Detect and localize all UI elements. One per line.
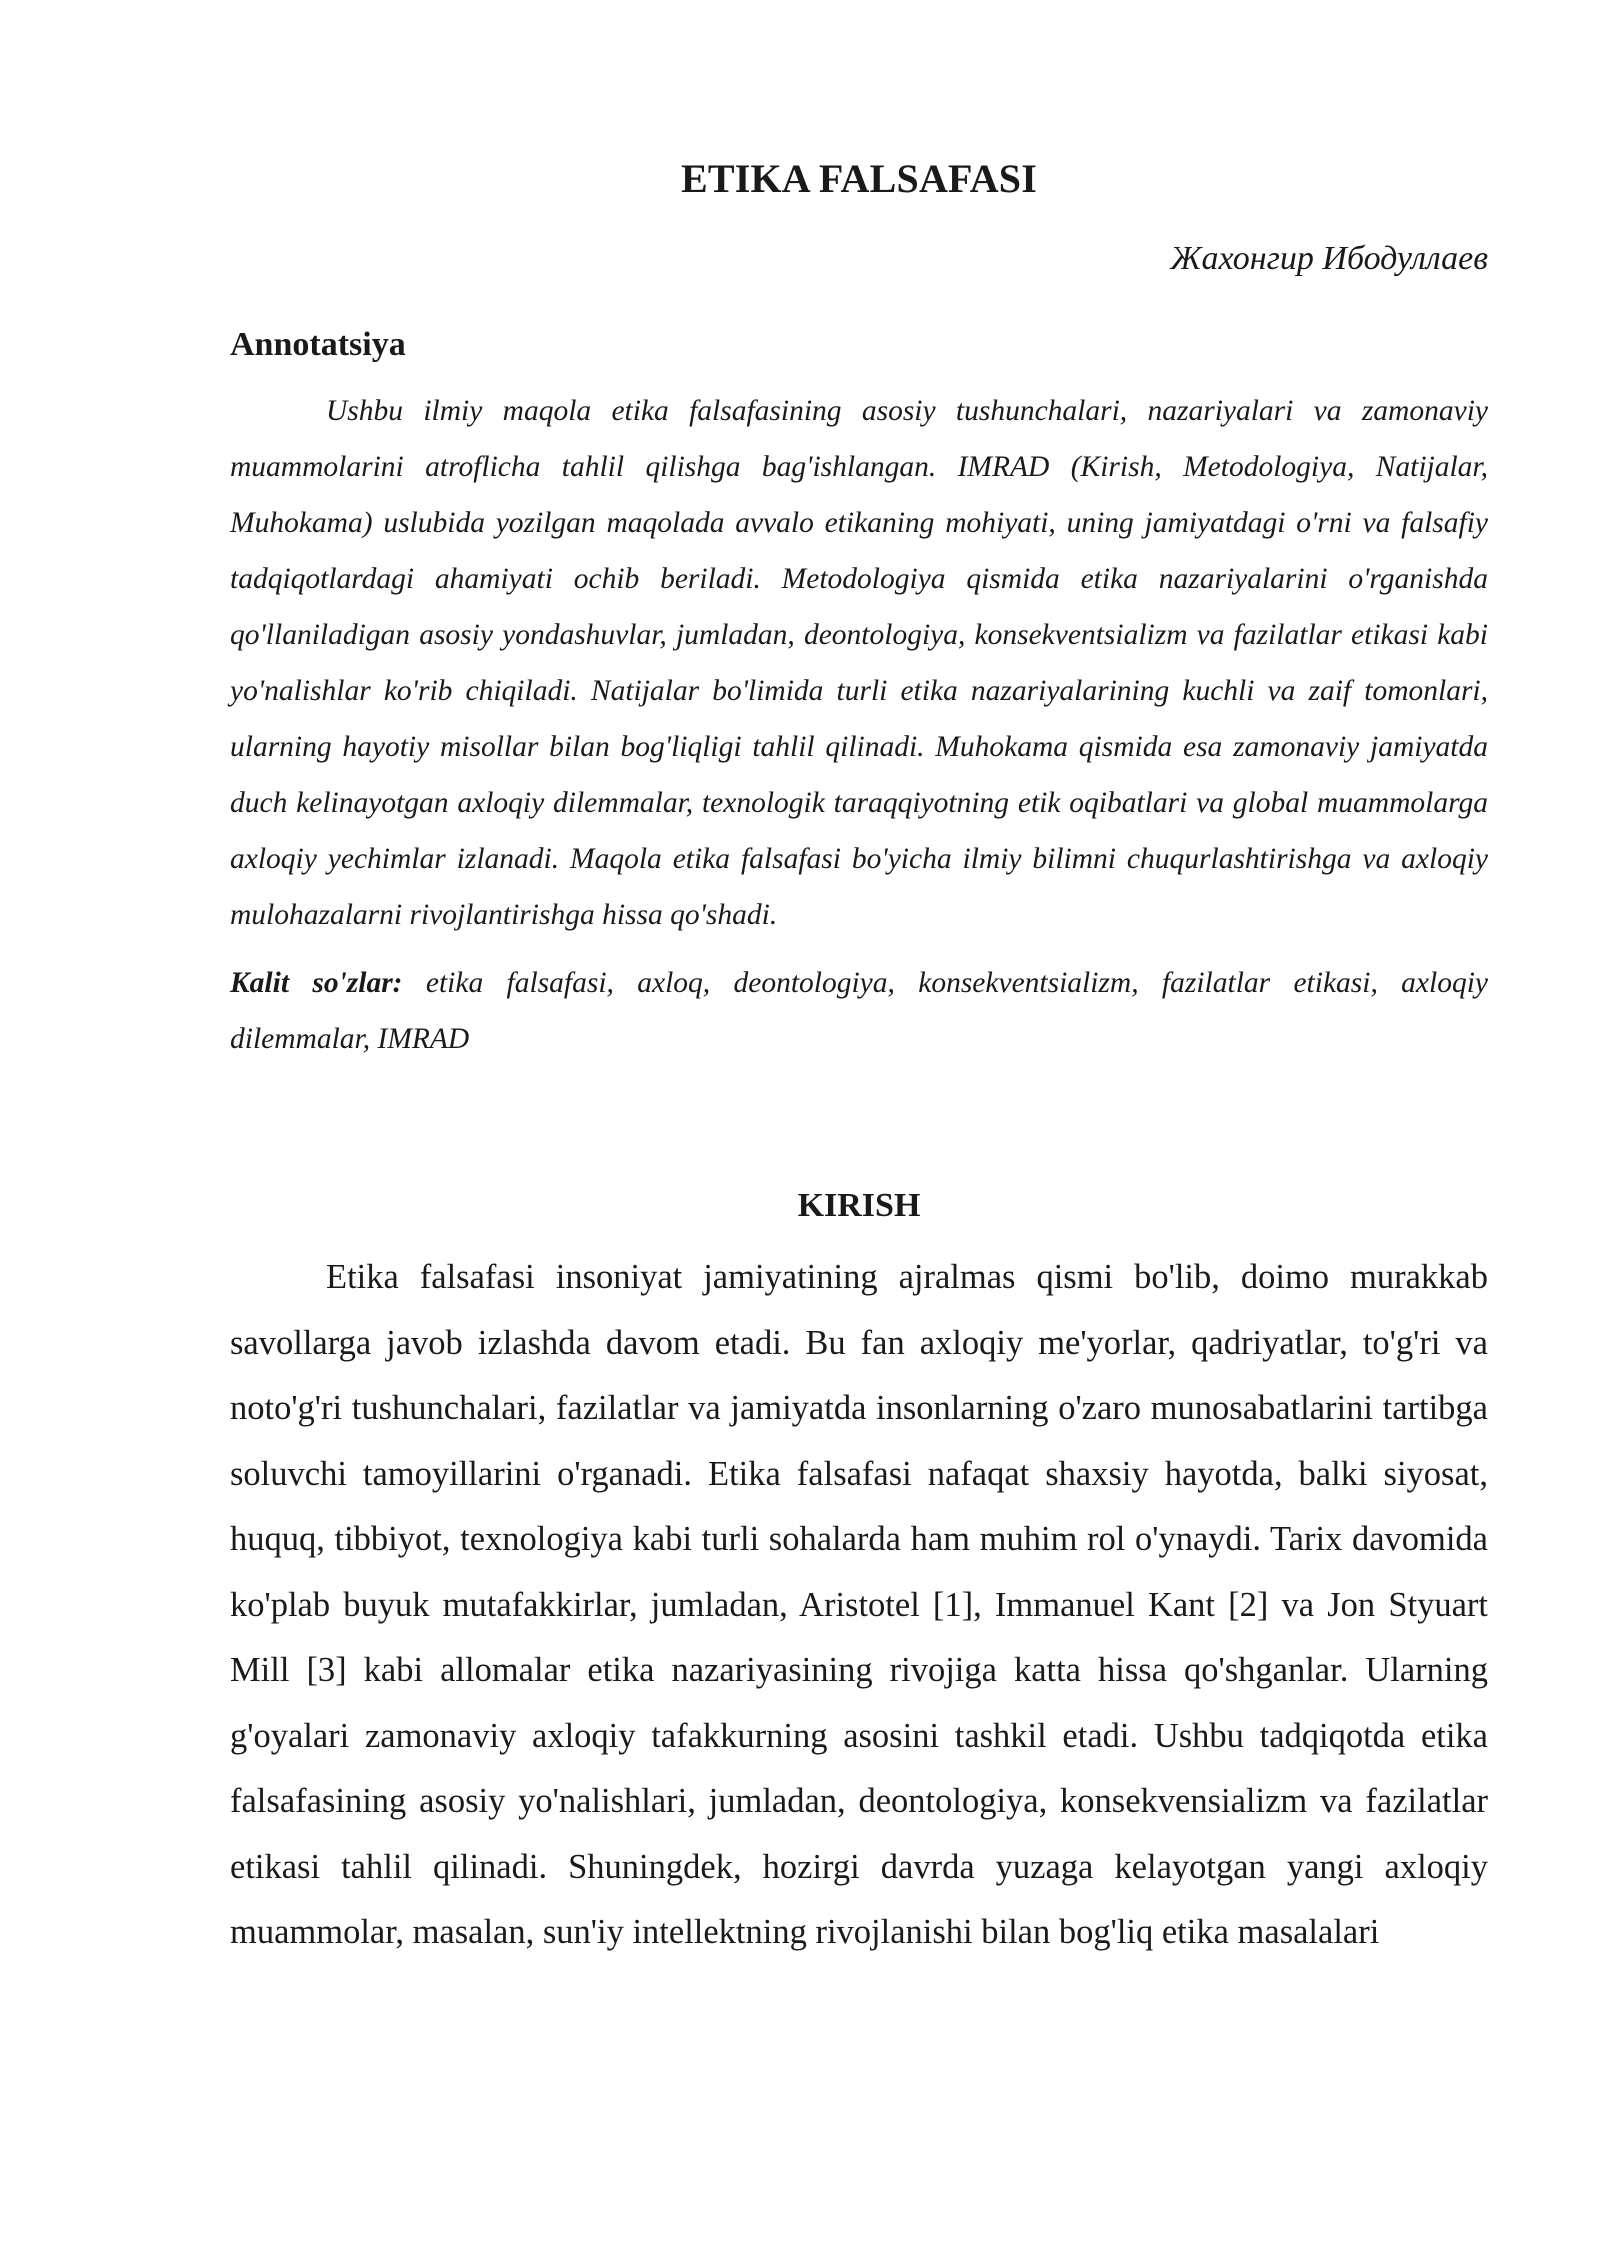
keywords-label: Kalit so'zlar: — [230, 967, 403, 999]
annotation-paragraph: Ushbu ilmiy maqola etika falsafasining asosiy tushunchalari, nazariyalari va zamonaviy muammolarini atroflicha tahlil qilishga bag'ishlangan. IMRAD (Kirish, Metodologiya, Natijalar, Muhokama) uslubida yozilgan maqolada avvalo etikaning mohiyati, uning jamiyatdagi o'rni va falsafiy tadqiqotlardagi ahamiyati ochib beriladi. Metodologiya qismida etika nazariyalarini o'rganishda qo'llaniladigan asosiy yondashuvlar, jumladan, deontologiya, konsekventsializm va fazilatlar etikasi kabi yo'nalishlar ko'rib chiqiladi. Natijalar bo'limida turli etika nazariyalarining kuchli va zaif tomonlari, ularning hayotiy misollar bilan bog'liqligi tahlil qilinadi. Muhokama qismida esa zamonaviy jamiyatda duch kelinayotgan axloqiy dilemmalar, texnologik taraqqiyotning etik oqibatlari va global muammolarga axloqiy yechimlar izlanadi. Maqola etika falsafasi bo'yicha ilmiy bilimni chuqurlashtirishga va axloqiy mulohazalarni rivojlantirishga hissa qo'shadi. — [230, 395, 1488, 931]
introduction-paragraph: Etika falsafasi insoniyat jamiyatining ajralmas qismi bo'lib, doimo murakkab savollarga javob izlashda davom etadi. Bu fan axloqiy me'yorlar, qadriyatlar, to'g'ri va noto'g'ri tushunchalari, fazilatlar va jamiyatda insonlarning o'zaro munosabatlarini tartibga soluvchi tamoyillarini o'rganadi. Etika falsafasi nafaqat shaxsiy hayotda, balki siyosat, huquq, tibbiyot, texnologiya kabi turli sohalarda ham muhim rol o'ynaydi. Tarix davomida ko'plab buyuk mutafakkirlar, jumladan, Aristotel [1], Immanuel Kant [2] va Jon Styuart Mill [3] kabi allomalar etika nazariyasining rivojiga katta hissa qo'shganlar. Ularning g'oyalari zamonaviy axloqiy tafakkurning asosini tashkil etadi. Ushbu tadqiqotda etika falsafasining asosiy yo'nalishlari, jumladan, deontologiya, konsekvensializm va fazilatlar etikasi tahlil qilinadi. Shuningdek, hozirgi davrda yuzaga kelayotgan yangi axloqiy muammolar, masalan, sun'iy intellektning rivojlanishi bilan bog'liq etika masalalari — [230, 1258, 1488, 1951]
introduction-heading: KIRISH — [797, 1187, 921, 1224]
author-name: Жахонгир Ибодуллаев — [1170, 240, 1488, 277]
document-title: ETIKA FALSAFASI — [680, 156, 1038, 201]
keywords-paragraph — [230, 955, 1488, 1067]
keywords-text: etika falsafasi, axloq, deontologiya, konsekventsializm, fazilatlar etikasi, axloqiy dilemmalar, IMRAD — [230, 967, 1489, 1055]
annotation-heading: Annotatsiya — [230, 326, 406, 363]
